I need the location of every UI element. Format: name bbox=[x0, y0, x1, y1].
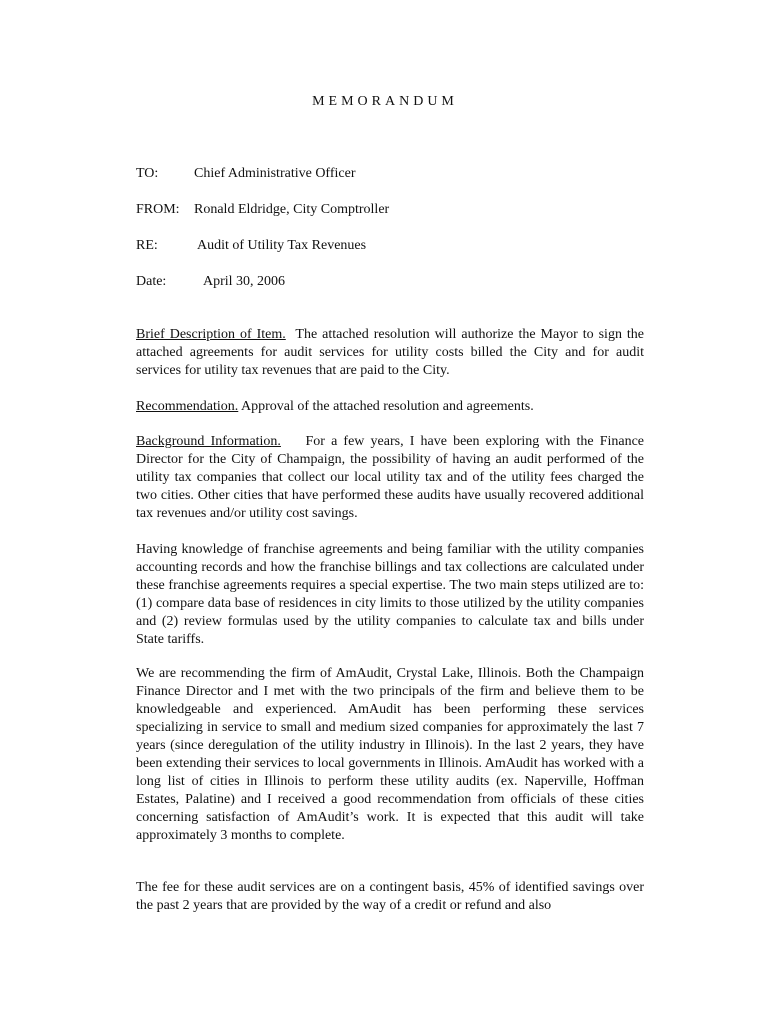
recommendation-text: Approval of the attached resolution and agreements. bbox=[241, 399, 534, 414]
recommendation-paragraph bbox=[136, 398, 644, 416]
from-value: Ronald Eldridge, City Comptroller bbox=[194, 202, 390, 217]
brief-description-paragraph bbox=[136, 326, 644, 380]
brief-description-heading: Brief Description of Item. bbox=[136, 327, 286, 342]
to-line bbox=[136, 165, 356, 183]
re-line bbox=[136, 237, 367, 255]
re-label: RE: bbox=[136, 238, 158, 253]
re-value: Audit of Utility Tax Revenues bbox=[197, 238, 367, 253]
from-line bbox=[136, 201, 390, 219]
date-line bbox=[136, 273, 286, 291]
background-paragraph bbox=[136, 433, 644, 523]
memo-title: MEMORANDUM bbox=[312, 94, 458, 109]
fee-paragraph: The fee for these audit services are on a contingent basis, 45% of identified savings over the past 2 years that are provided by the way of a credit or refund and also bbox=[136, 880, 644, 913]
recommendation-heading: Recommendation. bbox=[136, 399, 239, 414]
to-label: TO: bbox=[136, 166, 159, 181]
background-heading: Background Information. bbox=[136, 434, 281, 449]
from-label: FROM: bbox=[136, 202, 180, 217]
date-value: April 30, 2006 bbox=[203, 274, 286, 289]
date-label: Date: bbox=[136, 274, 167, 289]
firm-paragraph: We are recommending the firm of AmAudit, Crystal Lake, Illinois. Both the Champaign Finance Director and I met with the two principals of the firm and believe them to be knowledgeable and experienced. AmAudit has been performing these services specializing in service to small and medium sized companies for approximately the last 7 years (since deregulation of the utility industry in Illinois). In the last 2 years, they have been extending their services to local governments in Illinois. AmAudit has worked with a long list of cities in Illinois to perform these utility audits (ex. Naperville, Hoffman Estates, Palatine) and I received a good recommendation from officials of these cities concerning satisfaction of AmAudit’s work. It is expected that this audit will take approximately 3 months to complete. bbox=[136, 666, 644, 843]
to-value: Chief Administrative Officer bbox=[194, 166, 356, 181]
brief-description-text: The attached resolution will authorize the Mayor to sign the attached agreements for audit services for utility costs billed the City and for audit services for utility tax revenues that are paid to the City. bbox=[136, 327, 645, 378]
background-text: For a few years, I have been exploring with the Finance Director for the City of Champaign, the possibility of having an audit performed of the utility tax companies that collect our local utility tax and of the utility fees charged the two cities. Other cities that have performed these audits have usually recovered additional tax revenues and/or utility cost savings. bbox=[136, 434, 645, 521]
franchise-paragraph: Having knowledge of franchise agreements and being familiar with the utility companies accounting records and how the franchise billings and tax collections are calculated under these franchise agreements requires a special expertise. The two main steps utilized are to: (1) compare data base of residences in city limits to those utilized by the utility companies and (2) review formulas used by the utility companies to calculate tax and bills under State tariffs. bbox=[136, 542, 644, 647]
